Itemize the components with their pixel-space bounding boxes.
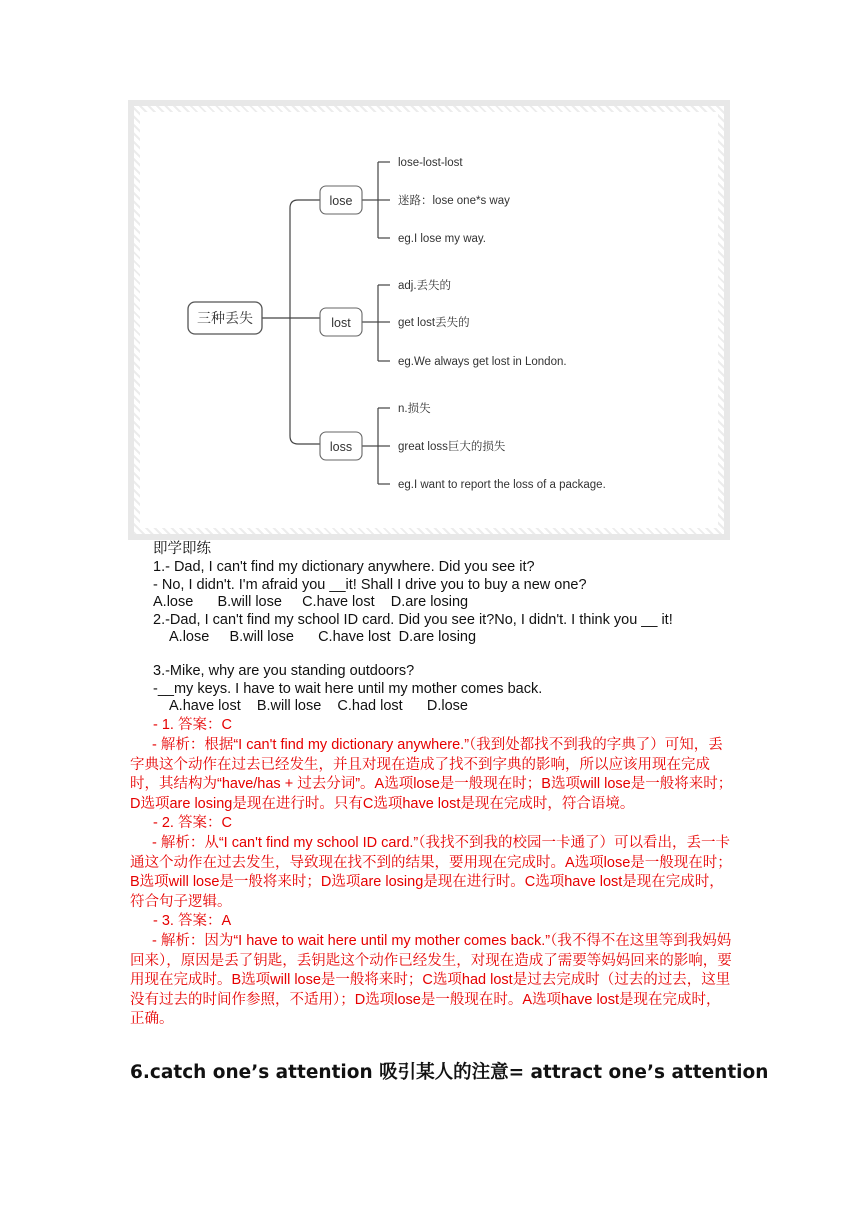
mindmap-root-label: 三种丢失	[197, 310, 253, 326]
leaf-text: lose-lost-lost	[398, 157, 463, 169]
question-2-line-1: 2.-Dad, I can't find my school ID card. Did you see it?No, I didn't. I think you __ it!	[153, 612, 673, 628]
answer-1-label: - 1. 答案：C	[153, 717, 232, 733]
leaf-text: 迷路：lose one*s way	[398, 195, 510, 207]
answer-3-analysis: - 解析：因为“I have to wait here until my mother comes back.”（我不得不在这里等到我妈妈回来），原因是丢了钥匙，丢钥匙这个动作已经发生，对现在造成了需要等妈妈回来的影响，要用现在完成时。B选项will lose是一般将来时；C选项had lost是过去完成时（过去的过去，这里没有过去的时间作参照，不适用）；D选项lose是一般现在时。A选项have lost是现在完成时，正确。	[130, 933, 732, 1028]
question-3-options: A.have lost B.will lose C.had lost D.lose	[169, 698, 468, 714]
answer-2-analysis: - 解析：从“I can't find my school ID card.”（我找不到我的校园一卡通了）可以看出，丢一卡通这个动作在过去发生，导致现在找不到的结果，要用现在完成时。A选项lose是一般现在时；B选项will lose是一般将来时；D选项are losing是现在进行时。C选项have lost是现在完成时，符合句子逻辑。	[130, 835, 732, 910]
section-heading: 6.catch one’s attention 吸引某人的注意= attract one’s attention	[130, 1062, 769, 1083]
leaf-text: eg.I want to report the loss of a package.	[398, 479, 606, 491]
leaf-text: eg.I lose my way.	[398, 233, 486, 245]
leaf-text: great loss巨大的损失	[398, 441, 506, 453]
question-3-line-2: -__my keys. I have to wait here until my mother comes back.	[153, 681, 543, 697]
answer-1-analysis: - 解析：根据“I can't find my dictionary anywhere.”（我到处都找不到我的字典了）可知，丢字典这个动作在过去已经发生，并且对现在造成了找不到字典的影响，所以应该用现在完成时，其结构为“have/has + 过去分词”。A选项lose是一般现在时；B选项will lose是一般将来时；D选项are losing是现在进行时。只有C选项have lost是现在完成时，符合语境。	[130, 737, 733, 812]
question-1-line-2: - No, I didn't. I'm afraid you __it! Shall I drive you to buy a new one?	[153, 577, 587, 593]
branch-label: lost	[331, 316, 351, 330]
leaf-text: n.损失	[398, 403, 431, 415]
answer-2-label: - 2. 答案：C	[153, 815, 232, 831]
answer-3-label: - 3. 答案：A	[153, 913, 232, 929]
mindmap-root-node	[188, 302, 262, 334]
branch-label: loss	[329, 440, 353, 454]
question-3-line-1: 3.-Mike, why are you standing outdoors?	[153, 663, 415, 679]
leaf-text: eg.We always get lost in London.	[398, 356, 567, 368]
practice-title: 即学即练	[153, 541, 211, 557]
mindmap-diagram	[140, 112, 730, 540]
mindmap-branch-lost	[320, 278, 567, 368]
leaf-text: adj.丢失的	[398, 280, 452, 292]
question-2-options: A.lose B.will lose C.have lost D.are losing	[169, 629, 477, 645]
branch-label: lose	[329, 194, 353, 208]
mindmap-canvas	[140, 112, 718, 528]
question-1-line-1: 1.- Dad, I can't find my dictionary anywhere. Did you see it?	[153, 559, 535, 575]
mindmap-image	[128, 100, 730, 540]
leaf-text: get lost丢失的	[398, 317, 470, 329]
question-1-options: A.lose B.will lose C.have lost D.are losing	[153, 594, 469, 610]
mindmap-branch-lose	[320, 157, 510, 245]
